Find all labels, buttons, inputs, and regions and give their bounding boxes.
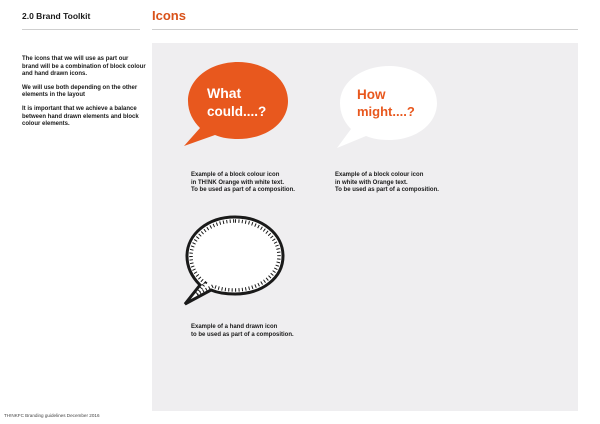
orange-bubble-line2: could....? <box>207 104 267 119</box>
header-rule-right <box>152 29 578 30</box>
intro-text <box>22 56 146 135</box>
white-caption-line2: in white with Orange text. <box>335 179 408 186</box>
hand-drawn-icon-caption <box>191 324 294 339</box>
orange-bubble-line1: What <box>207 85 242 101</box>
orange-caption-line3: To be used as part of a composition. <box>191 187 295 193</box>
orange-caption-line2: in TH!NK Orange with white text. <box>191 179 285 186</box>
white-speech-bubble-icon <box>327 62 449 152</box>
white-caption-line1: Example of a block colour icon <box>335 172 424 178</box>
white-bubble-line1: How <box>357 87 386 102</box>
intro-paragraph-3: It is important that we achieve a balance between hand drawn elements and block colour elements. <box>22 105 139 128</box>
white-caption-line3: To be used as part of a composition. <box>335 187 439 193</box>
intro-paragraph-2: We will use both depending on the other elements in the layout <box>22 84 138 99</box>
orange-icon-caption <box>191 172 295 195</box>
white-icon-caption <box>335 172 439 195</box>
hand-caption-line2: to be used as part of a composition. <box>191 331 294 338</box>
orange-speech-bubble-icon <box>178 58 298 150</box>
white-bubble-line2: might....? <box>357 104 415 119</box>
header-rule-left <box>22 29 140 30</box>
hand-caption-line1: Example of a hand drawn icon <box>191 324 278 330</box>
intro-paragraph-1: The icons that we will use as part our brand will be a combination of block colour and hand drawn icons. <box>22 56 146 78</box>
section-label: 2.0 Brand Toolkit <box>22 11 91 21</box>
orange-caption-line1: Example of a block colour icon <box>191 172 280 178</box>
footer-text: TH!NKFC Branding guidelines December 2016 <box>4 413 100 418</box>
page-title: Icons <box>152 8 186 23</box>
hand-drawn-speech-bubble-icon <box>180 212 290 310</box>
